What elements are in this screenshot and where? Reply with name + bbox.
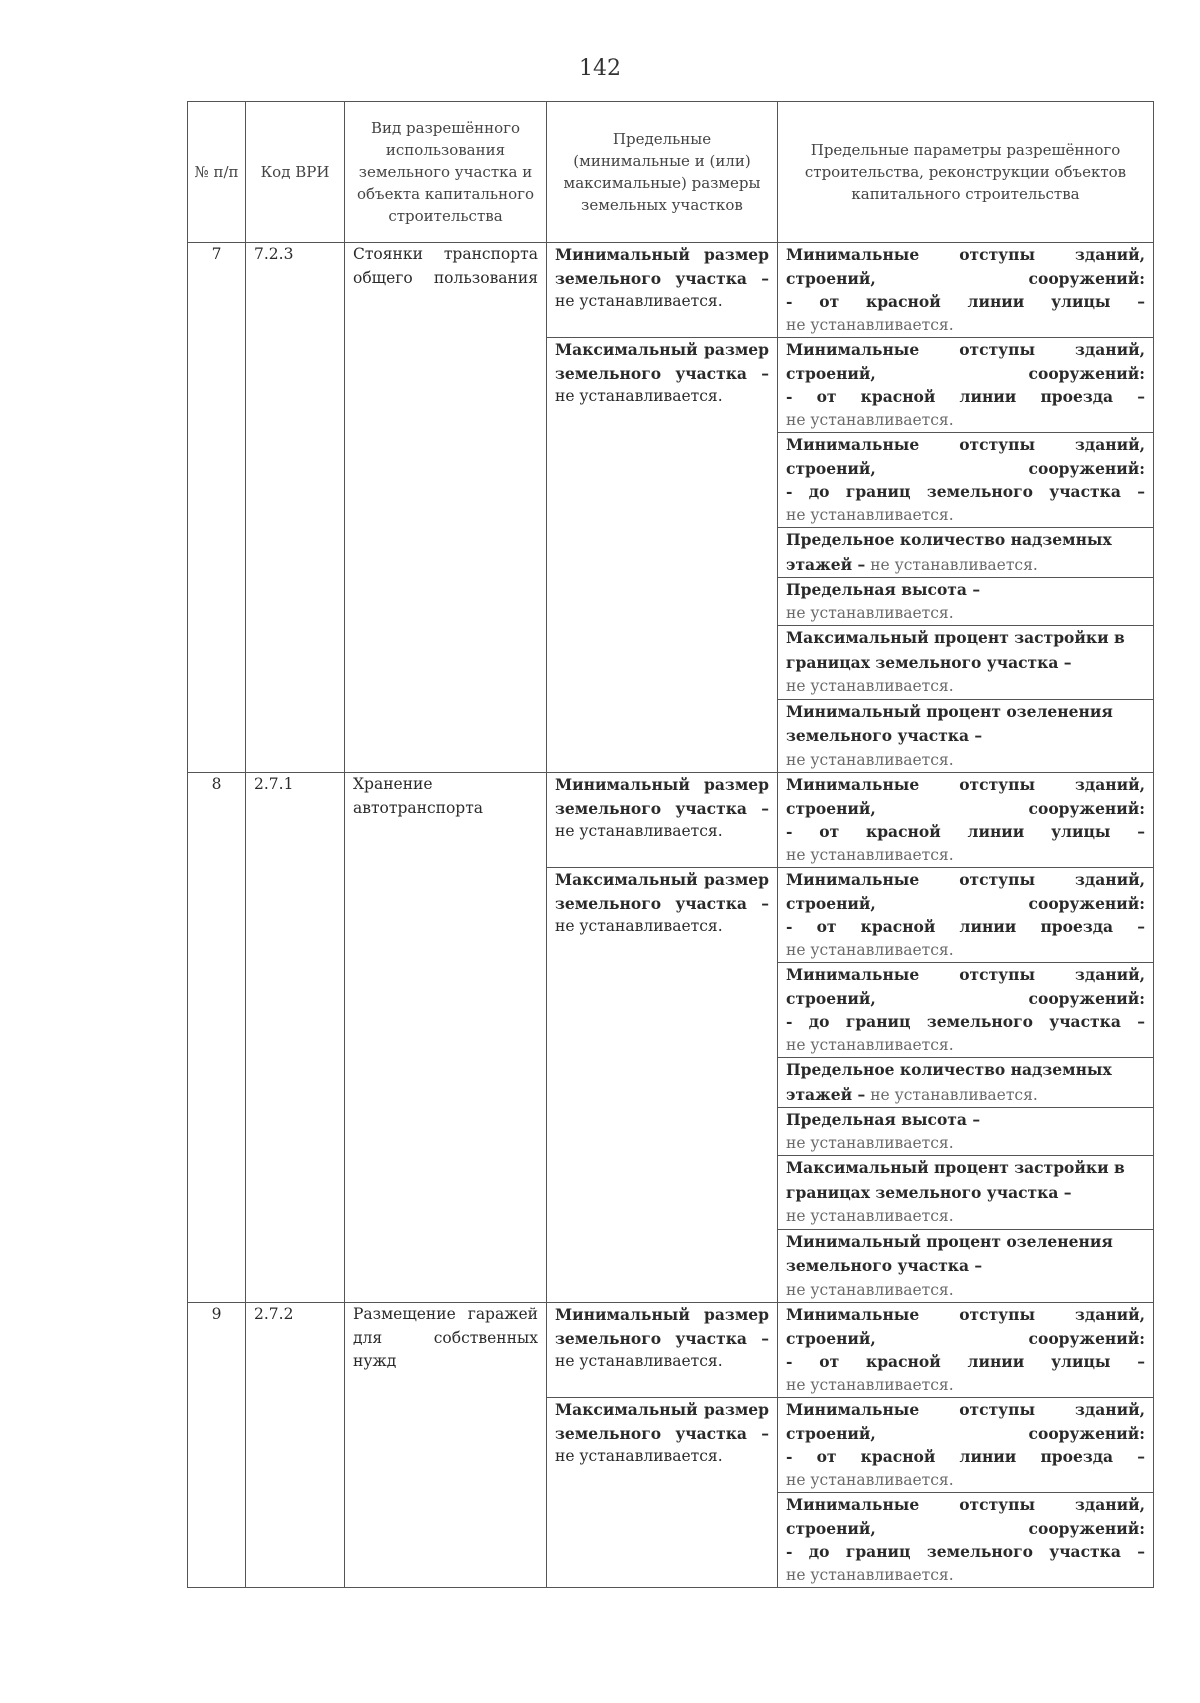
param-title: Предельное количество надземных этажей – bbox=[786, 530, 1112, 574]
param-item: - от красной линии улицы – bbox=[786, 1352, 1145, 1371]
param-title: Минимальные отступы зданий, строений, сооружений: bbox=[786, 965, 1145, 1008]
row-use-text: Хранение автотранспорта bbox=[353, 775, 484, 817]
table-header-row bbox=[188, 102, 1154, 243]
param-value: не устанавливается. bbox=[786, 1565, 954, 1584]
min-size-title: Минимальный размер земельного участка – bbox=[555, 245, 769, 288]
min-size-title: Минимальный размер земельного участка – bbox=[555, 1305, 769, 1348]
row-number: 7 bbox=[188, 243, 246, 773]
param-title: Минимальные отступы зданий, строений, сооружений: bbox=[786, 1495, 1145, 1538]
max-size-title: Максимальный размер земельного участка – bbox=[555, 1400, 769, 1443]
min-size-cell bbox=[547, 773, 778, 868]
header-params: Предельные параметры разрешённого строительства, реконструкции объектов капитального строительства bbox=[778, 102, 1154, 243]
param-value: не устанавливается. bbox=[786, 677, 954, 695]
row-use bbox=[345, 773, 547, 1303]
param-title: Минимальный процент озеленения земельного участка – bbox=[786, 1231, 1113, 1275]
row-code: 2.7.1 bbox=[246, 773, 345, 1303]
param-cell bbox=[778, 1303, 1154, 1398]
param-value: не устанавливается. bbox=[786, 410, 954, 429]
param-cell bbox=[778, 773, 1154, 868]
max-size-value: не устанавливается. bbox=[555, 1447, 723, 1465]
param-item: - до границ земельного участка – bbox=[786, 1012, 1145, 1031]
min-size-cell bbox=[547, 1303, 778, 1398]
param-title: Максимальный процент застройки в границах земельного участка – bbox=[786, 628, 1125, 672]
row-number: 8 bbox=[188, 773, 246, 1303]
param-value: не устанавливается. bbox=[786, 315, 954, 334]
table-row bbox=[188, 773, 1154, 868]
page-number: 142 bbox=[579, 56, 621, 81]
param-cell bbox=[778, 433, 1154, 528]
param-title: Минимальные отступы зданий, строений, сооружений: bbox=[786, 435, 1145, 478]
max-size-title: Максимальный размер земельного участка – bbox=[555, 340, 769, 383]
param-title: Минимальные отступы зданий, строений, сооружений: bbox=[786, 870, 1145, 913]
param-value: не устанавливается. bbox=[786, 1133, 954, 1152]
row-use bbox=[345, 1303, 547, 1588]
param-title: Минимальный процент озеленения земельного участка – bbox=[786, 701, 1113, 745]
max-size-value: не устанавливается. bbox=[555, 917, 723, 935]
max-size-cell bbox=[547, 1398, 778, 1588]
param-title: Предельное количество надземных этажей – bbox=[786, 1060, 1112, 1104]
param-item: - от красной линии улицы – bbox=[786, 822, 1145, 841]
param-cell bbox=[778, 338, 1154, 433]
param-cell bbox=[778, 1398, 1154, 1493]
param-cell bbox=[778, 528, 1154, 578]
param-title: Предельная высота – bbox=[786, 580, 981, 599]
param-item: - от красной линии проезда – bbox=[786, 1447, 1145, 1466]
max-size-cell bbox=[547, 868, 778, 1303]
row-use bbox=[345, 243, 547, 773]
param-cell bbox=[778, 1493, 1154, 1588]
max-size-cell bbox=[547, 338, 778, 773]
param-title: Предельная высота – bbox=[786, 1110, 981, 1129]
param-title: Минимальные отступы зданий, строений, сооружений: bbox=[786, 1305, 1145, 1348]
param-value: не устанавливается. bbox=[786, 1035, 954, 1054]
param-title: Минимальные отступы зданий, строений, сооружений: bbox=[786, 340, 1145, 383]
param-cell bbox=[778, 1108, 1154, 1156]
param-item: - от красной линии проезда – bbox=[786, 917, 1145, 936]
max-size-value: не устанавливается. bbox=[555, 387, 723, 405]
param-item: - от красной линии проезда – bbox=[786, 387, 1145, 406]
param-cell bbox=[778, 578, 1154, 626]
row-number: 9 bbox=[188, 1303, 246, 1588]
min-size-cell bbox=[547, 243, 778, 338]
param-value: не устанавливается. bbox=[786, 505, 954, 524]
param-value: не устанавливается. bbox=[786, 940, 954, 959]
min-size-value: не устанавливается. bbox=[555, 292, 723, 310]
param-value: не устанавливается. bbox=[786, 603, 954, 622]
param-title: Минимальные отступы зданий, строений, сооружений: bbox=[786, 1400, 1145, 1443]
param-value: не устанавливается. bbox=[786, 750, 954, 769]
header-num: № п/п bbox=[188, 102, 246, 243]
row-use-text: Стоянки транспорта общего пользования bbox=[353, 245, 538, 287]
table-row bbox=[188, 1303, 1154, 1398]
max-size-title: Максимальный размер земельного участка – bbox=[555, 870, 769, 913]
param-title: Минимальные отступы зданий, строений, сооружений: bbox=[786, 775, 1145, 818]
param-cell bbox=[778, 243, 1154, 338]
header-code: Код ВРИ bbox=[246, 102, 345, 243]
param-value: не устанавливается. bbox=[786, 1280, 954, 1299]
param-cell bbox=[778, 626, 1154, 700]
row-code: 2.7.2 bbox=[246, 1303, 345, 1588]
param-item: - до границ земельного участка – bbox=[786, 482, 1145, 501]
header-use: Вид разрешённого использования земельного участка и объекта капитального строительства bbox=[345, 102, 547, 243]
param-item: - до границ земельного участка – bbox=[786, 1542, 1145, 1561]
param-value: не устанавливается. bbox=[870, 1085, 1038, 1104]
row-code: 7.2.3 bbox=[246, 243, 345, 773]
param-item: - от красной линии улицы – bbox=[786, 292, 1145, 311]
param-cell bbox=[778, 1058, 1154, 1108]
table-row bbox=[188, 243, 1154, 338]
param-cell bbox=[778, 868, 1154, 963]
param-cell bbox=[778, 1229, 1154, 1303]
min-size-title: Минимальный размер земельного участка – bbox=[555, 775, 769, 818]
param-title: Минимальные отступы зданий, строений, сооружений: bbox=[786, 245, 1145, 288]
param-value: не устанавливается. bbox=[870, 555, 1038, 574]
param-cell bbox=[778, 699, 1154, 773]
min-size-value: не устанавливается. bbox=[555, 822, 723, 840]
param-cell bbox=[778, 963, 1154, 1058]
param-value: не устанавливается. bbox=[786, 1375, 954, 1394]
param-cell bbox=[778, 1156, 1154, 1230]
param-value: не устанавливается. bbox=[786, 1470, 954, 1489]
min-size-value: не устанавливается. bbox=[555, 1352, 723, 1370]
param-value: не устанавливается. bbox=[786, 845, 954, 864]
param-value: не устанавливается. bbox=[786, 1207, 954, 1225]
param-title: Максимальный процент застройки в границах земельного участка – bbox=[786, 1158, 1125, 1202]
regulations-table bbox=[187, 101, 1154, 1588]
header-size: Предельные (минимальные и (или) максимальные) размеры земельных участков bbox=[547, 102, 778, 243]
row-use-text: Размещение гаражей для собственных нужд bbox=[353, 1305, 538, 1370]
